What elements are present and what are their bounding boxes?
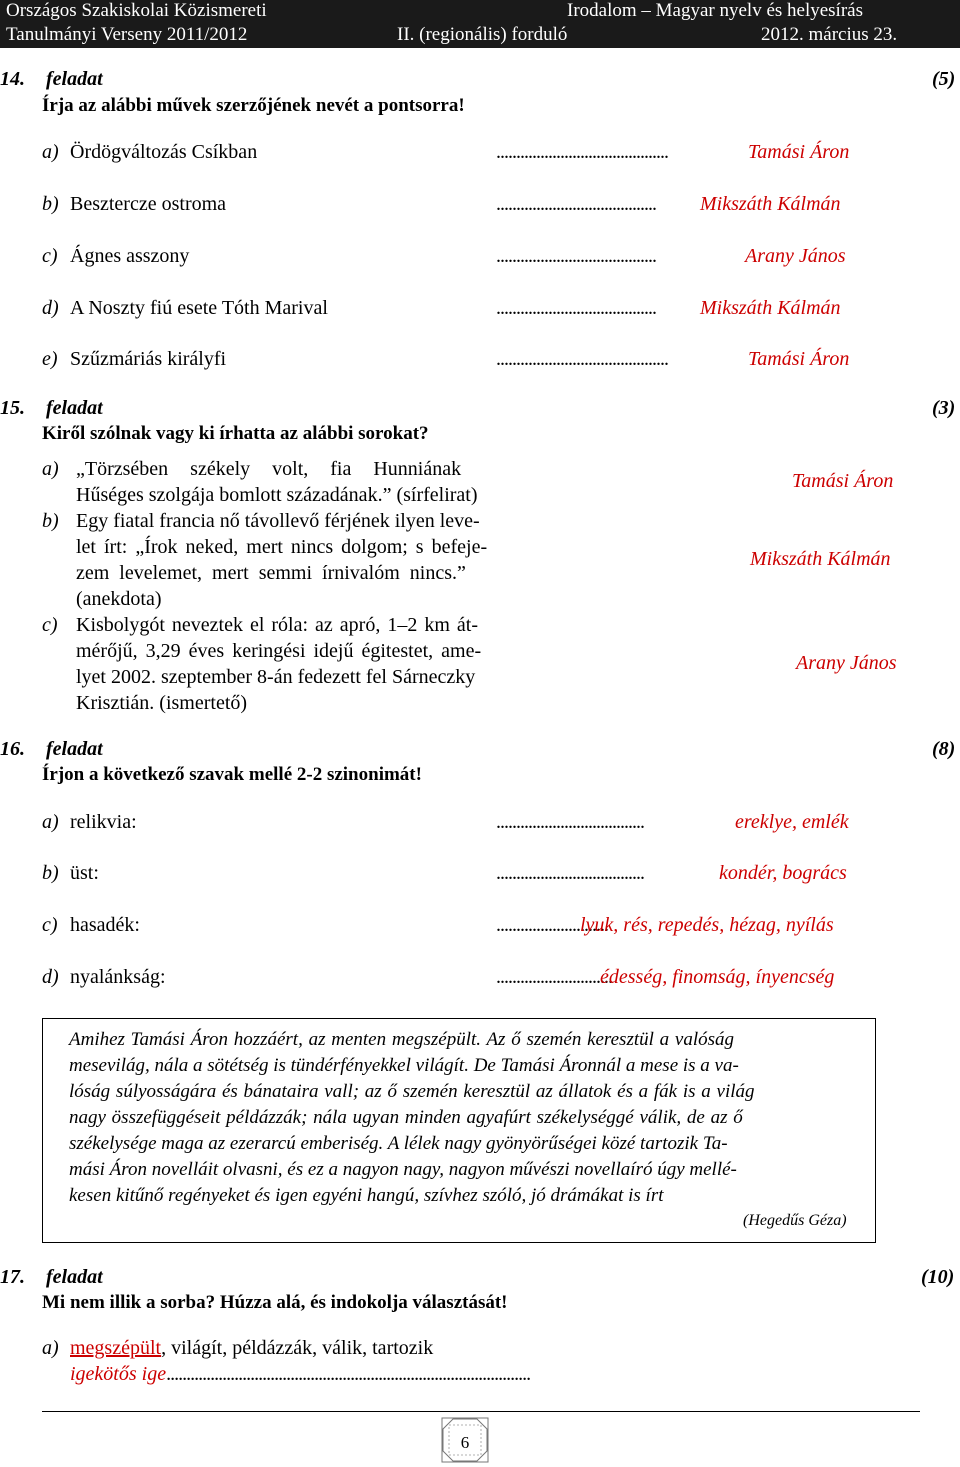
task-14-title: feladat <box>46 68 103 90</box>
quote-line: mesevilág, nála a sötétség is tündérfényekkel világít. De Tamási Áronnál a mese is a va- <box>69 1055 739 1076</box>
task-15-points: (3) <box>932 397 956 419</box>
page-number: 6 <box>460 1433 470 1452</box>
synonym-answer: édesség, finomság, ínyencség <box>600 966 835 988</box>
answer-dots: ............................. <box>496 966 612 988</box>
task-17-title: feladat <box>46 1266 103 1288</box>
answer-dots: ..................................... <box>496 811 644 833</box>
answer-dots: ........................................ <box>496 297 656 319</box>
task-17-instruction: Mi nem illik a sorba? Húzza alá, és indokolja választását! <box>42 1292 508 1313</box>
answer-dots: ........................................... <box>496 348 668 370</box>
description-line: Krisztián. (ismertető) <box>76 692 248 714</box>
author-answer: Tamási Áron <box>748 348 850 370</box>
task-15-number: 15. <box>0 397 25 419</box>
task-17-points: (10) <box>921 1266 955 1288</box>
synonym-answer: kondér, bogrács <box>719 862 847 884</box>
work-title: Besztercze ostroma <box>70 193 227 215</box>
epitaph-line: Hűséges szolgája bomlott századának.” (sírfelirat) <box>76 484 478 506</box>
header-competition-name: Országos Szakiskolai Közismereti <box>6 0 267 21</box>
answer-dots: ........................................ <box>496 245 656 267</box>
item-letter: d) <box>42 297 59 319</box>
header-round: II. (regionális) forduló <box>397 24 568 45</box>
anecdote-line: Egy fiatal francia nő távollevő férjének ilyen leve- <box>76 510 480 532</box>
item-letter: c) <box>42 614 58 636</box>
work-title: A Noszty fiú esete Tóth Marival <box>70 297 328 319</box>
author-answer: Tamási Áron <box>748 141 850 163</box>
task-16-instruction: Írjon a következő szavak mellé 2-2 szinonimát! <box>42 764 422 785</box>
answer-dots: ........................................... <box>496 141 668 163</box>
author-answer: Mikszáth Kálmán <box>700 193 841 215</box>
quote-box <box>42 1018 876 1243</box>
task-15-title: feladat <box>46 397 103 419</box>
description-line: mérőjű, 3,29 éves keringési idejű égitestet, ame- <box>76 640 482 662</box>
item-letter: a) <box>42 811 59 833</box>
task-17-number: 17. <box>0 1266 25 1288</box>
word: üst: <box>70 862 99 884</box>
synonym-answer: lyuk, rés, repedés, hézag, nyílás <box>580 914 834 936</box>
author-answer: Tamási Áron <box>792 470 894 492</box>
word: nyalánkság: <box>70 966 166 988</box>
task-16-points: (8) <box>932 738 956 760</box>
answer-dots: ..................................... <box>496 862 644 884</box>
word-list <box>70 1337 433 1360</box>
page-number-badge <box>441 1417 489 1463</box>
description-line: Kisbolygót neveztek el róla: az apró, 1–2 km át- <box>76 614 478 636</box>
header-subject: Irodalom – Magyar nyelv és helyesírás <box>567 0 863 21</box>
description-line: lyet 2002. szeptember 8-án fedezett fel Sárneczky <box>76 666 476 688</box>
item-letter: b) <box>42 862 59 884</box>
header-school-year: Tanulmányi Verseny 2011/2012 <box>6 24 248 45</box>
anecdote-line: (anekdota) <box>76 588 162 610</box>
word: hasadék: <box>70 914 140 936</box>
quote-line: nagy összefüggéseit példázzák; nála ugyan minden agyafúrt székelységgé válik, de az ő <box>69 1107 743 1128</box>
task-14-number: 14. <box>0 68 25 90</box>
work-title: Ördögváltozás Csíkban <box>70 141 258 163</box>
task-16-title: feladat <box>46 738 103 760</box>
item-letter: a) <box>42 458 59 480</box>
author-answer: Arany János <box>745 245 846 267</box>
item-letter: d) <box>42 966 59 988</box>
footer-rule <box>42 1411 920 1412</box>
answer-dots: ............................ <box>496 914 608 936</box>
task-16-number: 16. <box>0 738 25 760</box>
work-title: Ágnes asszony <box>70 245 190 267</box>
epitaph-line: „Törzsében székely volt, fia Hunniának <box>76 458 462 480</box>
word: relikvia: <box>70 811 137 833</box>
item-letter: c) <box>42 914 58 936</box>
item-letter: a) <box>42 1337 59 1359</box>
anecdote-line: let írt: „Írok neked, mert nincs dolgom; s befeje- <box>76 536 488 558</box>
synonym-answer: ereklye, emlék <box>735 811 849 833</box>
item-letter: b) <box>42 193 59 215</box>
answer-dots: ........................................................................................... <box>166 1363 531 1385</box>
page-header <box>0 0 960 48</box>
item-letter: b) <box>42 510 59 532</box>
header-date: 2012. március 23. <box>761 24 898 45</box>
word-list-rest: , világít, példázzák, válik, tartozik <box>161 1337 434 1359</box>
quote-line: mási Áron novelláit olvasni, és ez a nagyon nagy, nagyon művészi novellaíró úgy mellé- <box>69 1159 737 1180</box>
task-14-instruction: Írja az alábbi művek szerzőjének nevét a pontsorra! <box>42 95 465 116</box>
quote-line: kesen kitűnő regényeket és igen egyéni hangú, szívhez szóló, jó drámákat is írt <box>69 1185 664 1206</box>
author-answer: Mikszáth Kálmán <box>750 548 891 570</box>
item-letter: e) <box>42 348 58 370</box>
reason-answer: igekötős ige <box>70 1363 167 1385</box>
task-15-instruction: Kiről szólnak vagy ki írhatta az alábbi sorokat? <box>42 423 429 444</box>
quote-line: székelysége maga az ezerarcú emberiség. A lélek nagy gyönyörűségei közé tartozik Ta- <box>69 1133 728 1154</box>
answer-dots: ........................................ <box>496 193 656 215</box>
author-answer: Arany János <box>796 652 897 674</box>
quote-line: Amihez Tamási Áron hozzáért, az menten megszépült. Az ő szemén keresztül a valóság <box>69 1029 735 1050</box>
answer-line <box>70 1363 530 1386</box>
anecdote-line: zem levelemet, mert semmi írnivalóm nincs.” <box>76 562 466 584</box>
task-14-points: (5) <box>932 68 956 90</box>
underlined-word: megszépült <box>70 1337 162 1359</box>
item-letter: c) <box>42 245 58 267</box>
quote-author: (Hegedűs Géza) <box>743 1212 847 1229</box>
author-answer: Mikszáth Kálmán <box>700 297 841 319</box>
work-title: Szűzmáriás királyfi <box>70 348 227 370</box>
item-letter: a) <box>42 141 59 163</box>
quote-line: lóság súlyosságára és bánataira vall; az ő szemén keresztül az állatok és a fák is a világ <box>69 1081 755 1102</box>
